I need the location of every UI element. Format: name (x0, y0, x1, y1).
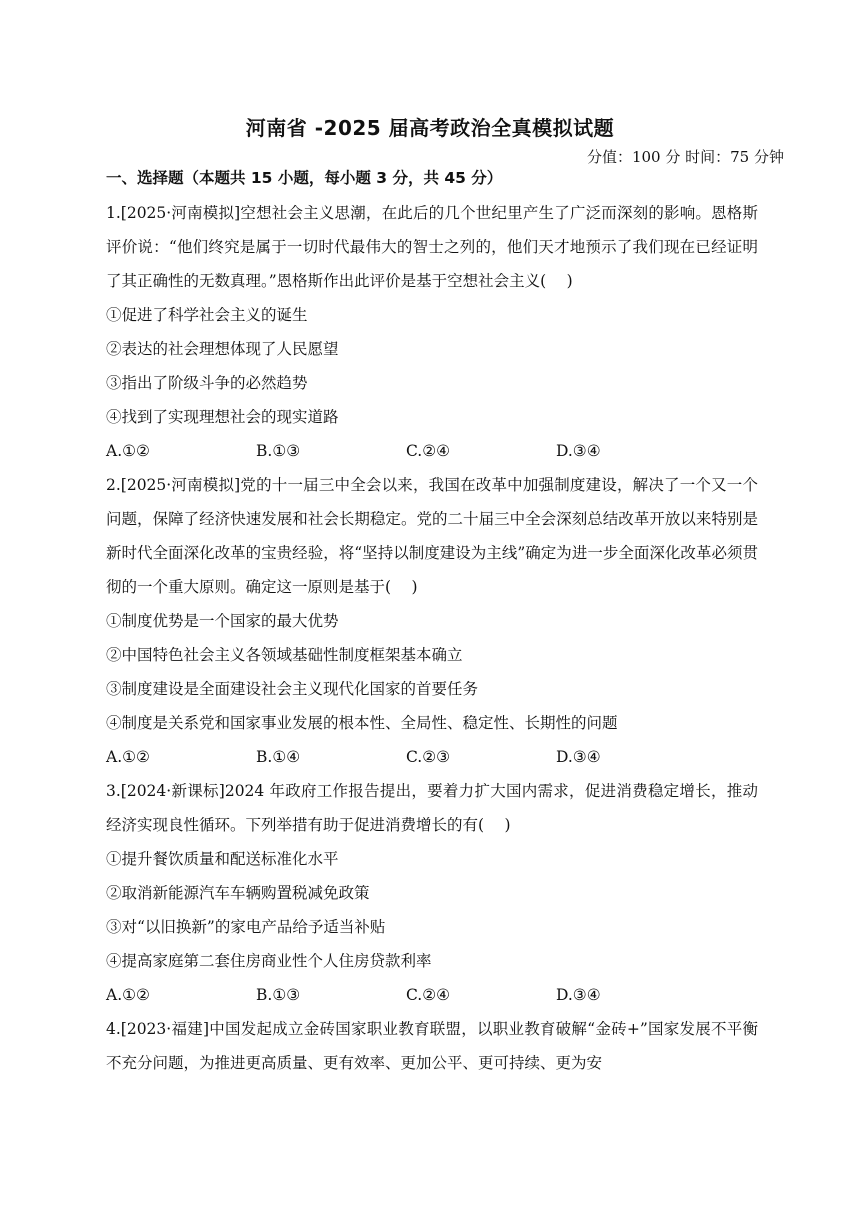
choice-a[interactable]: A.①② (106, 748, 150, 766)
choice-c[interactable]: C.②④ (406, 986, 451, 1004)
question-4 (106, 1012, 758, 1080)
question-3 (106, 774, 758, 1012)
statement-option: ②中国特色社会主义各领域基础性制度框架基本确立 (106, 646, 463, 664)
choice-c[interactable]: C.②③ (406, 748, 451, 766)
question-list (106, 196, 758, 1080)
question-1 (106, 196, 758, 468)
statement-option: ①提升餐饮质量和配送标准化水平 (106, 850, 339, 868)
statement-option: ④制度是关系党和国家事业发展的根本性、全局性、稳定性、长期性的问题 (106, 714, 618, 732)
score-time-info: 分值：100 分 时间：75 分钟 (586, 148, 784, 166)
choice-d[interactable]: D.③④ (556, 748, 601, 766)
question-2 (106, 468, 758, 774)
choice-b[interactable]: B.①④ (256, 748, 301, 766)
statement-option: ③对“以旧换新”的家电产品给予适当补贴 (106, 918, 386, 936)
statement-option: ①制度优势是一个国家的最大优势 (106, 612, 339, 630)
answer-choices (106, 978, 758, 1012)
section-heading: 一、选择题（本题共 15 小题，每小题 3 分，共 45 分） (106, 169, 503, 187)
choice-d[interactable]: D.③④ (556, 986, 601, 1004)
statement-option: ②表达的社会理想体现了人民愿望 (106, 340, 339, 358)
question-stem: 4.[2023·福建]中国发起成立金砖国家职业教育联盟，以职业教育破解“金砖+”国家发展不平衡不充分问题，为推进更高质量、更有效率、更加公平、更可持续、更为安 (106, 1020, 758, 1072)
question-stem: 2.[2025·河南模拟]党的十一届三中全会以来，我国在改革中加强制度建设，解决了一个又一个问题，保障了经济快速发展和社会长期稳定。党的二十届三中全会深刻总结改革开放以来特别是新时代全面深化改革的宝贵经验，将“坚持以制度建设为主线”确定为进一步全面深化改革必须贯彻的一个重大原则。确定这一原则是基于( ) (106, 476, 758, 596)
statement-option: ①促进了科学社会主义的诞生 (106, 306, 308, 324)
choice-b[interactable]: B.①③ (256, 442, 301, 460)
choice-a[interactable]: A.①② (106, 986, 150, 1004)
page-title: 河南省 -2025 届高考政治全真模拟试题 (245, 116, 615, 140)
statement-option: ④找到了实现理想社会的现实道路 (106, 408, 339, 426)
statement-option: ④提高家庭第二套住房商业性个人住房贷款利率 (106, 952, 432, 970)
choice-b[interactable]: B.①③ (256, 986, 301, 1004)
choice-a[interactable]: A.①② (106, 442, 150, 460)
answer-choices (106, 434, 758, 468)
choice-d[interactable]: D.③④ (556, 442, 601, 460)
statement-option: ③指出了阶级斗争的必然趋势 (106, 374, 308, 392)
choice-c[interactable]: C.②④ (406, 442, 451, 460)
statement-option: ②取消新能源汽车车辆购置税减免政策 (106, 884, 370, 902)
question-stem: 1.[2025·河南模拟]空想社会主义思潮，在此后的几个世纪里产生了广泛而深刻的影响。恩格斯评价说：“他们终究是属于一切时代最伟大的智士之列的，他们天才地预示了我们现在已经证明了其正确性的无数真理。”恩格斯作出此评价是基于空想社会主义( ) (106, 204, 758, 290)
question-stem: 3.[2024·新课标]2024 年政府工作报告提出，要着力扩大国内需求，促进消费稳定增长，推动经济实现良性循环。下列举措有助于促进消费增长的有( ) (106, 782, 758, 834)
answer-choices (106, 740, 758, 774)
statement-option: ③制度建设是全面建设社会主义现代化国家的首要任务 (106, 680, 479, 698)
